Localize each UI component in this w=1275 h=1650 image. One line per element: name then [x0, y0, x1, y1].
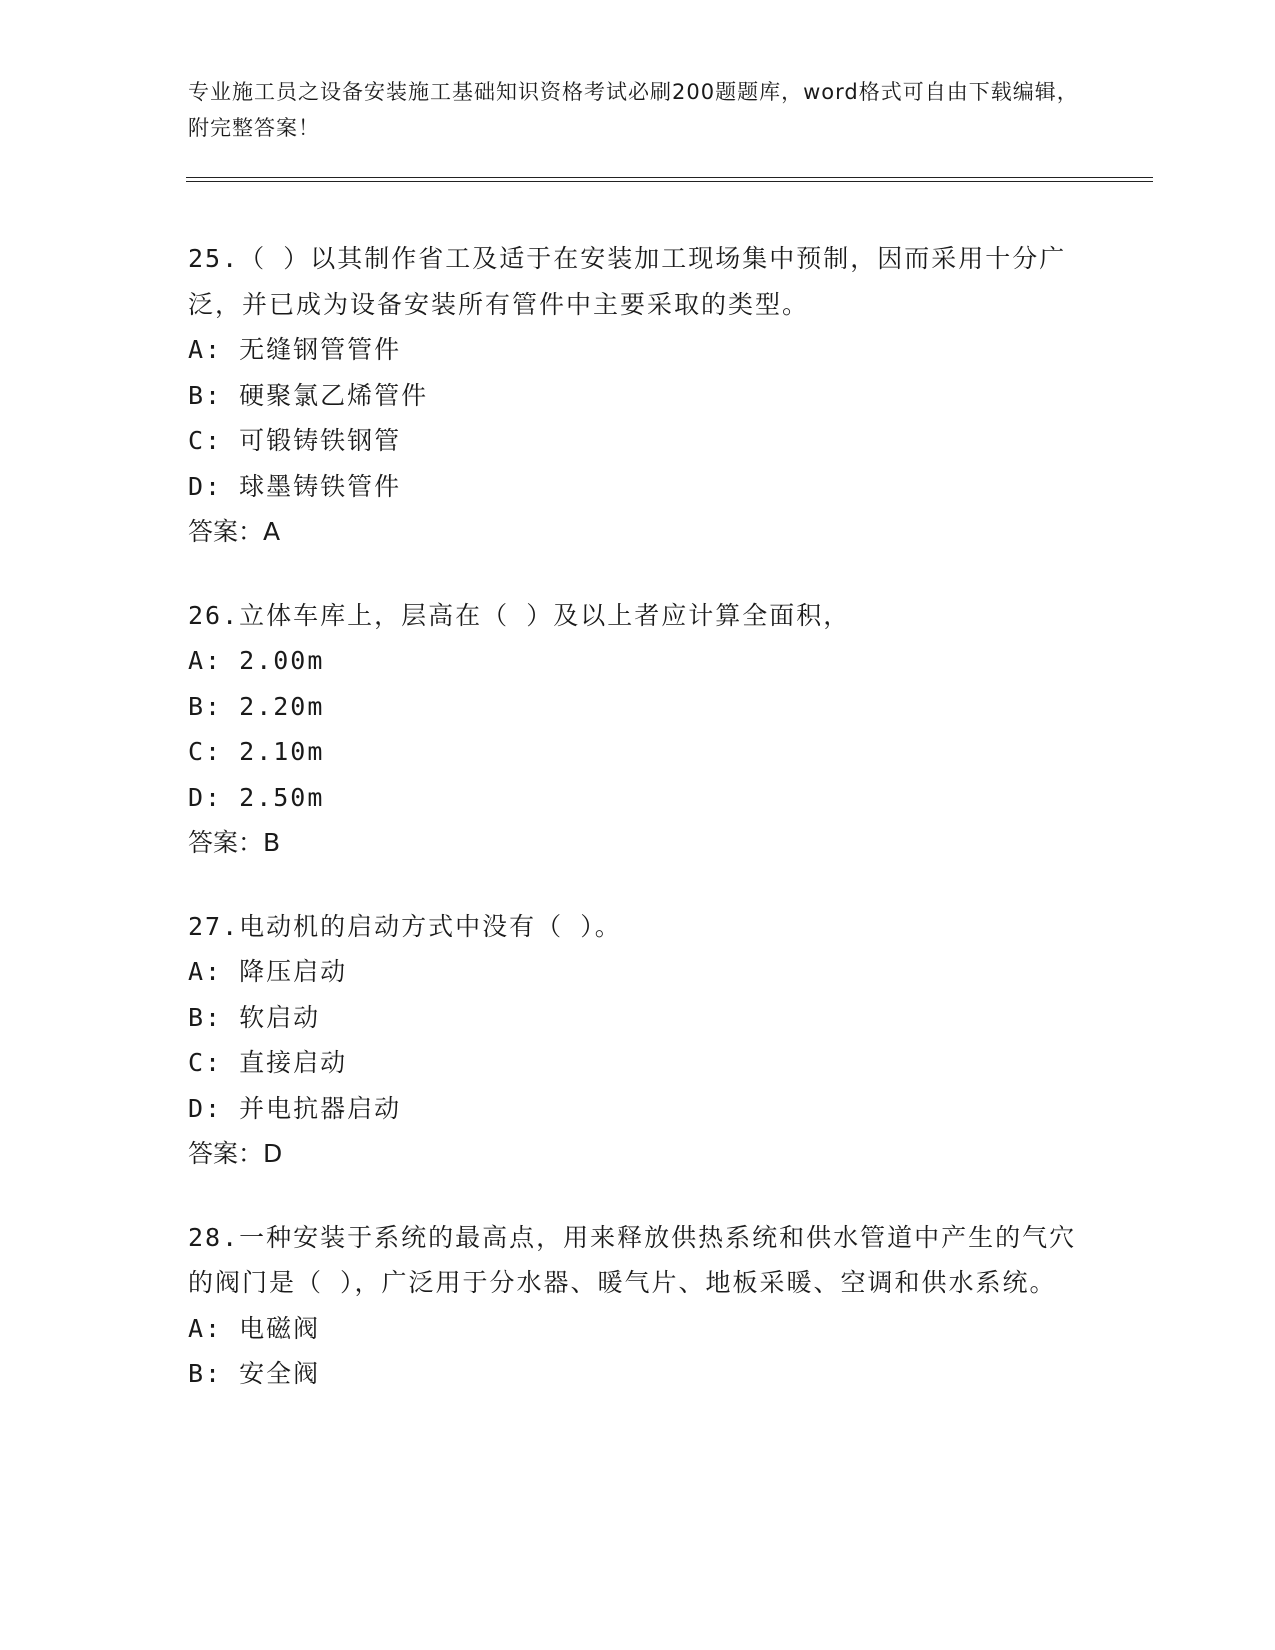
option-b: B: 硬聚氯乙烯管件 — [188, 380, 429, 410]
option-list — [188, 1306, 1088, 1397]
answer-line: 答案：A — [188, 517, 281, 546]
question-stem: 28.一种安装于系统的最高点，用来释放供热系统和供水管道中产生的气穴的阀门是（ ），广泛用于分水器、暖气片、地板采暖、空调和供水系统。 — [188, 1222, 1077, 1297]
option-b: B: 软启动 — [188, 1002, 321, 1032]
option-list — [188, 327, 1088, 509]
option-d: D: 球墨铸铁管件 — [188, 471, 402, 501]
document-header: 专业施工员之设备安装施工基础知识资格考试必刷200题题库，word格式可自由下载编辑，附完整答案！ — [188, 80, 1079, 140]
option-c: C: 可锻铸铁钢管 — [188, 426, 402, 455]
option-c: C: 直接启动 — [188, 1048, 348, 1077]
question-stem: 25.（ ）以其制作省工及适于在安装加工现场集中预制，因而采用十分广泛，并已成为设备安装所有管件中主要采取的类型。 — [188, 244, 1067, 319]
option-a: A: 降压启动 — [188, 957, 348, 986]
option-a: A: 电磁阀 — [188, 1313, 321, 1343]
header-divider — [186, 177, 1153, 182]
question-26 — [188, 593, 1088, 866]
question-list — [188, 236, 1088, 1435]
question-28 — [188, 1215, 1088, 1397]
question-25 — [188, 236, 1088, 555]
option-b: B: 2.20m — [188, 691, 325, 721]
option-list — [188, 949, 1088, 1131]
option-c: C: 2.10m — [188, 737, 325, 766]
question-27 — [188, 904, 1088, 1177]
option-b: B: 安全阀 — [188, 1359, 321, 1388]
answer-line: 答案：D — [188, 1139, 283, 1168]
option-list — [188, 638, 1088, 820]
question-stem: 27.电动机的启动方式中没有（ ）。 — [188, 911, 622, 941]
option-a: A: 2.00m — [188, 646, 325, 675]
question-stem: 26.立体车库上，层高在（ ）及以上者应计算全面积， — [188, 600, 851, 630]
option-d: D: 2.50m — [188, 782, 325, 812]
option-d: D: 并电抗器启动 — [188, 1093, 402, 1123]
answer-line: 答案：B — [188, 828, 281, 857]
option-a: A: 无缝钢管管件 — [188, 335, 402, 364]
